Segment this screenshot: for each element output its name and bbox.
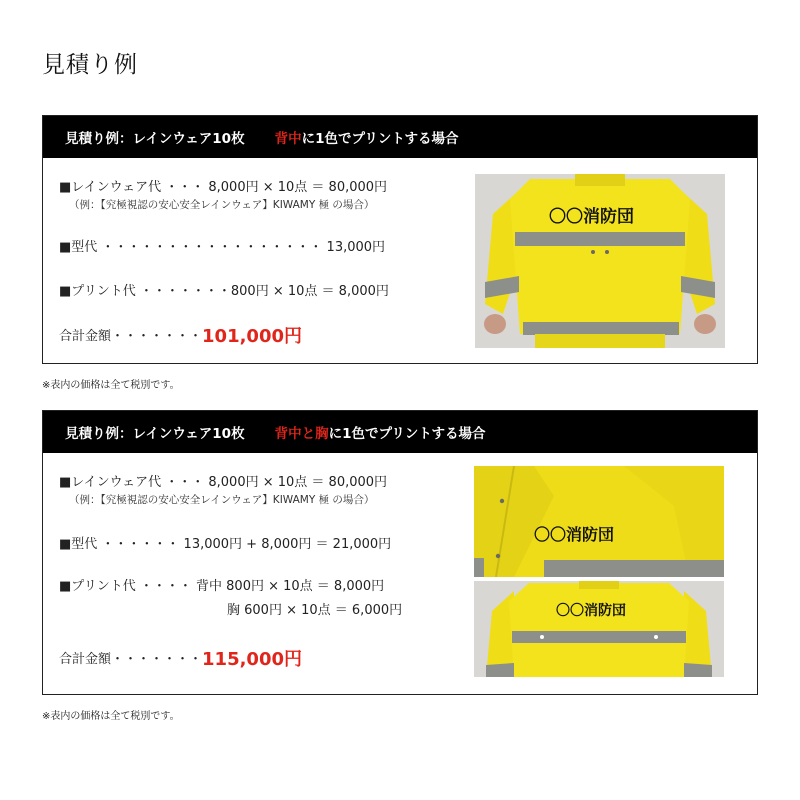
total-label: 合計金額・・・・・・・ [59, 652, 203, 667]
header-suffix: に1色でプリントする場合 [328, 426, 486, 442]
line-print-cost-chest: 胸 600円 × 10点 ＝ 6,000円 [227, 603, 403, 618]
tax-note: ※表内の価格は全て税別です。 [42, 380, 180, 391]
line-print-cost-back: ■プリント代 ・・・・ 背中 800円 × 10点 ＝ 8,000円 [59, 579, 385, 594]
line-print-cost: ■プリント代 ・・・・・・・800円 × 10点 ＝ 8,000円 [59, 284, 389, 299]
line-product-example: （例：【究極視認の安心安全レインウェア】KIWAMY 極 の場合） [69, 494, 375, 506]
header-highlight: 背中と胸 [274, 426, 329, 442]
line-mold-cost: ■型代 ・・・・・・・・・・・・・・・・・ 13,000円 [59, 240, 386, 255]
rainwear-chest-photo [474, 466, 724, 577]
header-prefix: 見積り例：レインウェア10枚 [65, 426, 245, 442]
line-rainwear-cost: ■レインウェア代 ・・・ 8,000円 × 10点 ＝ 80,000円 [59, 180, 388, 195]
rainwear-back-photo [475, 174, 725, 348]
total-row [59, 322, 302, 348]
total-label: 合計金額・・・・・・・ [59, 329, 203, 344]
total-amount: 115,000円 [202, 649, 302, 670]
line-product-example: （例：【究極視認の安心安全レインウェア】KIWAMY 極 の場合） [69, 199, 375, 211]
print-text-back: 〇〇消防団 [549, 207, 634, 227]
total-amount: 101,000円 [202, 326, 302, 347]
header-prefix: 見積り例：レインウェア10枚 [65, 131, 245, 147]
header-highlight: 背中 [274, 131, 302, 147]
page-title: 見積り例 [42, 52, 138, 78]
estimate-box-back-print [42, 115, 758, 364]
line-mold-cost: ■型代 ・・・・・・ 13,000円 + 8,000円 ＝ 21,000円 [59, 537, 392, 552]
header-suffix: に1色でプリントする場合 [301, 131, 459, 147]
print-text-chest: 〇〇消防団 [534, 525, 615, 544]
rainwear-back-photo [474, 581, 724, 677]
total-row [59, 645, 302, 671]
line-rainwear-cost: ■レインウェア代 ・・・ 8,000円 × 10点 ＝ 80,000円 [59, 475, 388, 490]
tax-note: ※表内の価格は全て税別です。 [42, 711, 180, 722]
estimate-header [43, 116, 757, 158]
print-text-back: 〇〇消防団 [556, 603, 626, 619]
estimate-header [43, 411, 757, 453]
estimate-box-back-chest-print [42, 410, 758, 695]
